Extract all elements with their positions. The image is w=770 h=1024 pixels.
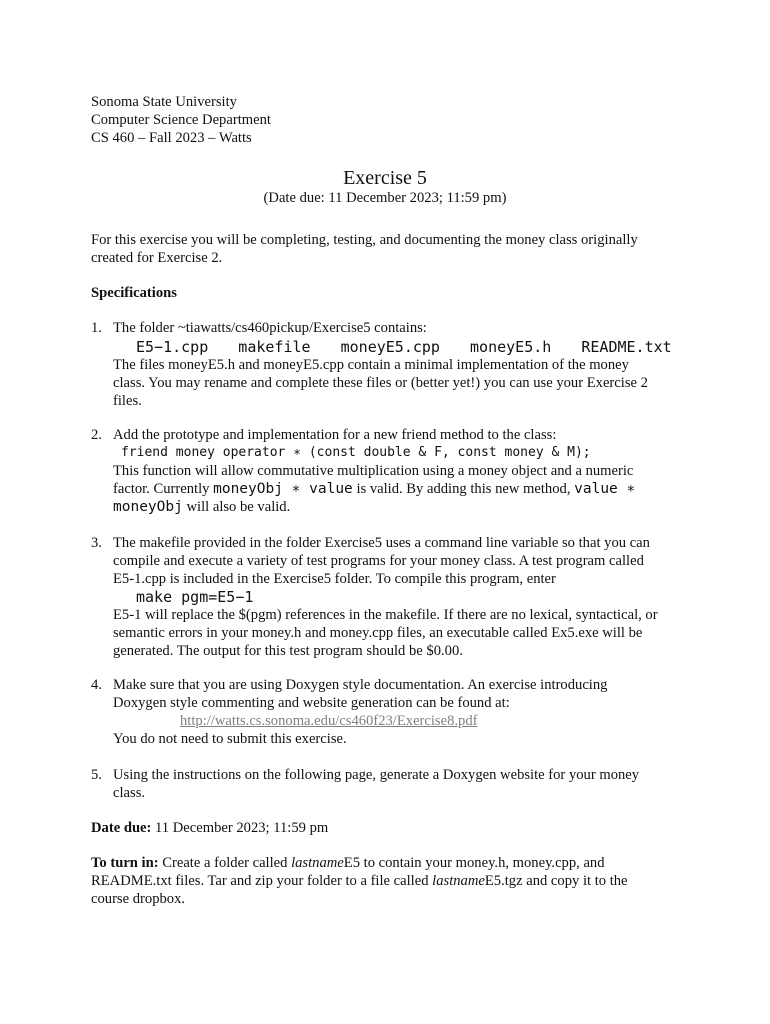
item-text: Add the prototype and implementation for a new friend method to the class: [113, 427, 557, 443]
item-text: compile and execute a variety of test programs for your money class. A test program called [113, 553, 644, 569]
turn-in-italic: lastname [291, 855, 344, 871]
date-due-label: Date due: [91, 820, 152, 836]
department-name: Computer Science Department [91, 112, 271, 128]
turn-in-label: To turn in: [91, 855, 159, 871]
item-text: is valid. By adding this new method, [352, 481, 575, 497]
item-text: class. [113, 785, 146, 801]
item-text: This function will allow commutative multiplication using a money object and a numeric [113, 463, 634, 479]
item-text: The files moneyE5.h and moneyE5.cpp contain a minimal implementation of the money [113, 357, 629, 373]
turn-in-italic: lastname [432, 873, 485, 889]
exercise8-link[interactable]: http://watts.cs.sonoma.edu/cs460f23/Exercise8.pdf [180, 713, 478, 729]
item-text-with-code [113, 480, 693, 498]
page-title: Exercise 5 [343, 167, 427, 189]
item-text: Using the instructions on the following page, generate a Doxygen website for your money [113, 767, 640, 783]
item-text: Make sure that you are using Doxygen style documentation. An exercise introducing [113, 677, 608, 693]
page-subtitle: (Date due: 11 December 2023; 11:59 pm) [263, 190, 507, 206]
course-info: CS 460 – Fall 2023 – Watts [91, 130, 252, 146]
item-text: will also be valid. [182, 499, 291, 515]
turn-in-text: README.txt files. Tar and zip your folder to a file called [91, 873, 433, 889]
item-text: files. [113, 393, 142, 409]
intro-paragraph [91, 231, 691, 267]
item-text: The folder ~tiawatts/cs460pickup/Exercise5 contains: [113, 320, 427, 336]
item-text: factor. Currently [113, 481, 214, 497]
item-text: E5-1 will replace the $(pgm) references in the makefile. If there are no lexical, syntactical, or [113, 607, 658, 623]
turn-in-paragraph [91, 854, 691, 908]
item-text: generated. The output for this test program should be $0.00. [113, 643, 463, 659]
item-text: Doxygen style commenting and website generation can be found at: [113, 695, 510, 711]
make-command-code: make pgm=E5−1 [136, 588, 254, 606]
date-due-line [91, 819, 691, 837]
item-text: class. You may rename and complete these files or (better yet!) you can use your Exercise 2 [113, 375, 648, 391]
course-header [91, 93, 271, 147]
item-number: 3. [91, 535, 102, 551]
item-text-with-code [113, 498, 693, 516]
inline-code: value ∗ [574, 481, 636, 497]
turn-in-text: course dropbox. [91, 891, 186, 907]
item-number: 5. [91, 767, 102, 783]
turn-in-text: E5.tgz and copy it to the [484, 873, 628, 889]
intro-line: For this exercise you will be completing, testing, and documenting the money class originally [91, 232, 638, 248]
specifications-heading: Specifications [91, 285, 177, 301]
turn-in-text: E5 to contain your money.h, money.cpp, and [343, 855, 605, 871]
date-due-value: 11 December 2023; 11:59 pm [151, 820, 329, 836]
prototype-code: friend money operator ∗ (const double & F, const money & M); [121, 445, 591, 460]
item-text: You do not need to submit this exercise. [113, 731, 347, 747]
item-text: E5-1.cpp is included in the Exercise5 folder. To compile this program, enter [113, 571, 556, 587]
item-number: 4. [91, 677, 102, 693]
item-number: 1. [91, 320, 102, 336]
file-list-code: E5−1.cpp makefile moneyE5.cpp moneyE5.h README.txt [136, 338, 672, 356]
inline-code: moneyObj [113, 499, 183, 515]
turn-in-text: Create a folder called [158, 855, 292, 871]
intro-line: created for Exercise 2. [91, 250, 223, 266]
item-number: 2. [91, 427, 102, 443]
item-text: The makefile provided in the folder Exercise5 uses a command line variable so that you can [113, 535, 650, 551]
university-name: Sonoma State University [91, 94, 237, 110]
item-text: semantic errors in your money.h and money.cpp files, an executable called Ex5.exe will be [113, 625, 643, 641]
inline-code: moneyObj ∗ value [213, 481, 353, 497]
